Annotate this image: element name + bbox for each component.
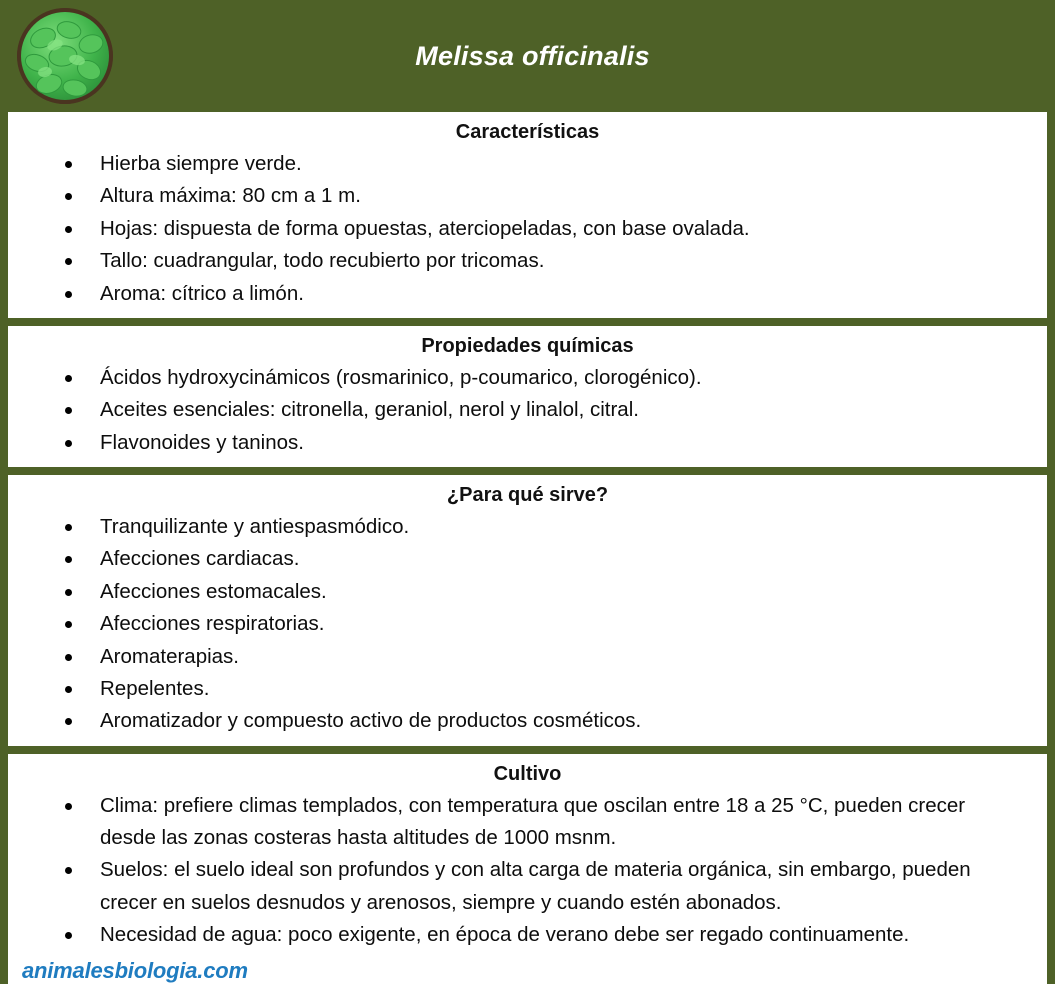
section-title: ¿Para qué sirve? [446,484,609,506]
section-para-que-sirve [8,475,1047,746]
list-item: Afecciones estomacales. [8,576,1047,608]
section-title: Características [455,121,600,143]
list-item: Afecciones cardiacas. [8,543,1047,575]
list-item: Suelos: el suelo ideal son profundos y con alta carga de materia orgánica, sin embargo, pueden crecer en suelos desnudos y arenosos, siempre y cuando estén abonados. [8,854,1047,919]
list-item: Ácidos hydroxycinámicos (rosmarinico, p-coumarico, clorogénico). [8,362,1047,394]
list-item: Aromaterapias. [8,641,1047,673]
list-item: Hojas: dispuesta de forma opuestas, aterciopeladas, con base ovalada. [8,213,1047,245]
section-bullet-list [8,148,1047,310]
list-item: Necesidad de agua: poco exigente, en época de verano debe ser regado continuamente. [8,919,1047,951]
list-item: Aroma: cítrico a limón. [8,278,1047,310]
section-cultivo [8,754,1047,984]
section-title: Cultivo [493,762,562,785]
section-bullet-list [8,790,1047,952]
header-banner [0,0,1055,112]
sections-container [0,112,1055,984]
list-item: Flavonoides y taninos. [8,427,1047,459]
section-caracteristicas [8,112,1047,318]
lemon-balm-plant-photo-icon [17,8,113,104]
list-item: Aromatizador y compuesto activo de productos cosméticos. [8,705,1047,737]
list-item: Tranquilizante y antiespasmódico. [8,511,1047,543]
section-title: Propiedades químicas [421,334,634,357]
section-bullet-list [8,511,1047,738]
section-bullet-list [8,362,1047,459]
list-item: Repelentes. [8,673,1047,705]
page-title: Melissa officinalis [415,40,650,71]
list-item: Tallo: cuadrangular, todo recubierto por tricomas. [8,245,1047,277]
list-item: Afecciones respiratorias. [8,608,1047,640]
section-propiedades-quimicas [8,326,1047,467]
site-link[interactable]: animalesbiologia.com [22,957,248,983]
list-item: Aceites esenciales: citronella, geraniol, nerol y linalol, citral. [8,394,1047,426]
list-item: Clima: prefiere climas templados, con temperatura que oscilan entre 18 a 25 °C, pueden crecer desde las zonas costeras hasta altitudes de 1000 msnm. [8,790,1047,855]
footer [8,952,1047,984]
list-item: Altura máxima: 80 cm a 1 m. [8,180,1047,212]
list-item: Hierba siempre verde. [8,148,1047,180]
